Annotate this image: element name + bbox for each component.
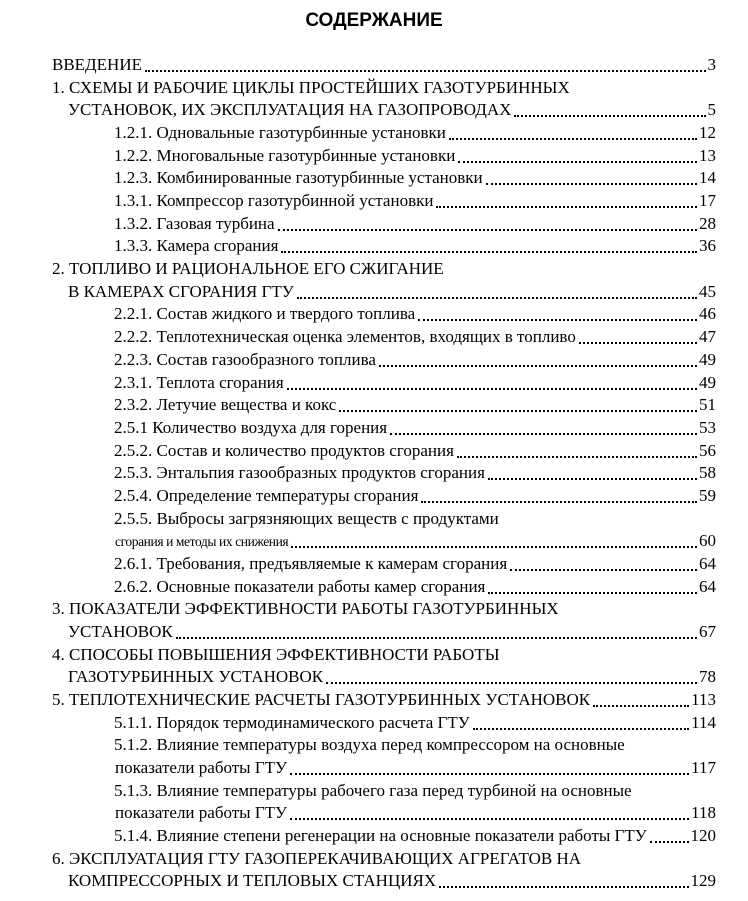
toc-entry-page: 14	[699, 168, 716, 188]
toc-entry-title: 1.2.3. Комбинированные газотурбинные установки	[114, 168, 483, 188]
toc-entry-page: 117	[691, 758, 716, 778]
toc-entry[interactable]	[115, 801, 716, 824]
toc-entry-title: 2.6.2. Основные показатели работы камер сгорания	[114, 576, 486, 596]
toc-entry-title: 5. ТЕПЛОТЕХНИЧЕСКИЕ РАСЧЕТЫ ГАЗОТУРБИННЫХ УСТАНОВОК	[52, 690, 591, 710]
toc-entry-page: 13	[699, 145, 716, 165]
toc-entry-page: 118	[691, 803, 716, 823]
dot-leader	[390, 433, 697, 435]
dot-leader	[281, 251, 697, 253]
toc-entry-page: 129	[690, 871, 716, 891]
dot-leader	[326, 682, 697, 684]
toc-entry[interactable]	[114, 733, 625, 756]
toc-entry-title: 5.1.3. Влияние температуры рабочего газа перед турбиной на основные	[114, 780, 632, 800]
dot-leader	[593, 705, 689, 707]
toc-entry-page: 49	[699, 349, 716, 369]
toc-entry[interactable]	[68, 280, 716, 303]
toc-entry[interactable]	[114, 302, 716, 325]
toc-entry-title: 2.3.1. Теплота сгорания	[114, 372, 284, 392]
toc-entry[interactable]	[114, 824, 716, 847]
dot-leader	[579, 342, 697, 344]
dot-leader	[287, 388, 697, 390]
toc-entry-page: 67	[699, 622, 716, 641]
toc-entry-page: 46	[699, 304, 716, 324]
toc-entry-title: сгорания и методы их снижения	[115, 534, 289, 550]
toc-entry[interactable]	[114, 507, 499, 530]
toc-entry-page: 12	[699, 123, 716, 143]
toc-entry-title: 5.1.4. Влияние степени регенерации на основные показатели работы ГТУ	[114, 826, 647, 846]
toc-entry-title: 2. ТОПЛИВО И РАЦИОНАЛЬНОЕ ЕГО СЖИГАНИЕ	[52, 259, 444, 279]
toc-entry[interactable]	[114, 552, 716, 575]
toc-entry[interactable]	[52, 643, 500, 666]
toc-entry-title: 2.3.2. Летучие вещества и кокс	[114, 395, 337, 415]
toc-entry[interactable]	[114, 416, 716, 439]
toc-entry[interactable]	[114, 371, 716, 394]
dot-leader	[297, 297, 697, 299]
toc-entry[interactable]	[52, 53, 716, 76]
toc-entry[interactable]	[114, 484, 716, 507]
toc-entry[interactable]	[114, 144, 716, 167]
toc-entry-title: 1.2.1. Одновальные газотурбинные установки	[114, 123, 446, 143]
toc-entry-page: 3	[707, 55, 716, 74]
toc-entry-title: 1. СХЕМЫ И РАБОЧИЕ ЦИКЛЫ ПРОСТЕЙШИХ ГАЗОТУРБИННЫХ	[52, 77, 570, 97]
toc-entry[interactable]	[114, 234, 716, 257]
dot-leader	[339, 410, 697, 412]
toc-entry[interactable]	[52, 76, 570, 99]
dot-leader	[457, 456, 697, 458]
dot-leader	[436, 206, 697, 208]
toc-entry-page: 114	[691, 712, 716, 732]
toc-entry[interactable]	[114, 212, 716, 235]
dot-leader	[514, 115, 705, 117]
toc-entry[interactable]	[115, 756, 716, 779]
toc-entry[interactable]	[68, 98, 716, 121]
toc-entry-title: 1.2.2. Многовальные газотурбинные установки	[114, 145, 456, 165]
toc-entry-title: 3. ПОКАЗАТЕЛИ ЭФФЕКТИВНОСТИ РАБОТЫ ГАЗОТУРБИННЫХ	[52, 599, 559, 619]
dot-leader	[458, 161, 697, 163]
toc-entry-title: 2.2.1. Состав жидкого и твердого топлива	[114, 304, 416, 324]
dot-leader	[486, 183, 697, 185]
toc-entry-page: 58	[699, 463, 716, 483]
toc-entry[interactable]	[68, 665, 716, 688]
toc-entry-page: 113	[691, 690, 716, 710]
page-title: СОДЕРЖАНИЕ	[305, 10, 443, 31]
toc-entry-title: 5.1.2. Влияние температуры воздуха перед компрессором на основные	[114, 735, 625, 755]
dot-leader	[291, 546, 697, 548]
toc-entry[interactable]	[114, 439, 716, 462]
toc-entry-title: 2.6.1. Требования, предъявляемые к камерам сгорания	[114, 553, 508, 573]
toc-entry[interactable]	[68, 620, 716, 643]
toc-entry-page: 17	[699, 191, 716, 211]
toc-entry-title: 1.3.1. Компрессор газотурбинной установки	[114, 191, 434, 211]
dot-leader	[418, 319, 697, 321]
toc-entry-page: 56	[699, 440, 716, 460]
dot-leader	[278, 229, 697, 231]
toc-entry-title: УСТАНОВОК, ИХ ЭКСПЛУАТАЦИЯ НА ГАЗОПРОВОДАХ	[68, 100, 512, 120]
toc-entry[interactable]	[52, 847, 581, 870]
toc-entry-title: ГАЗОТУРБИННЫХ УСТАНОВОК	[68, 667, 324, 687]
toc-entry[interactable]	[115, 529, 716, 552]
toc-entry-page: 51	[699, 395, 716, 415]
dot-leader	[439, 886, 688, 888]
dot-leader	[650, 841, 689, 843]
dot-leader	[421, 501, 697, 503]
toc-entry-title: 1.3.3. Камера сгорания	[114, 236, 279, 256]
toc-entry-title: 2.2.2. Теплотехническая оценка элементов, входящих в топливо	[114, 327, 576, 347]
toc-entry-title: 4. СПОСОБЫ ПОВЫШЕНИЯ ЭФФЕКТИВНОСТИ РАБОТЫ	[52, 644, 500, 664]
toc-entry-title: показатели работы ГТУ	[115, 803, 288, 823]
toc-entry-page: 5	[707, 100, 716, 120]
toc-entry-page: 64	[699, 576, 716, 596]
dot-leader	[379, 365, 697, 367]
toc-entry-title: 2.5.1 Количество воздуха для горения	[114, 417, 388, 437]
toc-entry-page: 36	[699, 236, 716, 256]
dot-leader	[488, 478, 697, 480]
toc-entry-title: 2.5.2. Состав и количество продуктов сгорания	[114, 440, 454, 460]
toc-entry[interactable]	[52, 688, 716, 711]
toc-entry-page: 60	[699, 531, 716, 551]
toc-entry[interactable]	[68, 869, 716, 892]
toc-entry[interactable]	[114, 575, 716, 598]
toc-entry[interactable]	[114, 779, 632, 802]
dot-leader	[449, 138, 697, 140]
toc-entry-title: 2.2.3. Состав газообразного топлива	[114, 349, 376, 369]
dot-leader	[473, 728, 689, 730]
toc-entry[interactable]	[114, 121, 716, 144]
toc-entry-title: КОМПРЕССОРНЫХ И ТЕПЛОВЫХ СТАНЦИЯХ	[68, 871, 437, 891]
toc-entry[interactable]	[114, 711, 716, 734]
toc-entry[interactable]	[114, 325, 716, 348]
dot-leader	[510, 569, 697, 571]
toc-entry-title: ВВЕДЕНИЕ	[52, 55, 142, 74]
toc-entry[interactable]	[114, 348, 716, 371]
toc-entry-title: 2.5.4. Определение температуры сгорания	[114, 485, 419, 505]
toc-entry-page: 49	[699, 372, 716, 392]
dot-leader	[290, 818, 689, 820]
toc-entry-title: 1.3.2. Газовая турбина	[114, 213, 275, 233]
toc-entry-page: 47	[699, 327, 716, 347]
dot-leader	[176, 637, 697, 639]
toc-entry-page: 59	[699, 485, 716, 505]
toc-entry-title: 5.1.1. Порядок термодинамического расчета ГТУ	[114, 712, 470, 732]
toc-entry-page: 28	[699, 213, 716, 233]
toc-entry-page: 53	[699, 417, 716, 437]
toc-entry[interactable]	[114, 189, 716, 212]
toc-entry-page: 64	[699, 553, 716, 573]
toc-entry-page: 120	[690, 826, 716, 846]
dot-leader	[488, 592, 697, 594]
toc-entry[interactable]	[114, 166, 716, 189]
toc-entry-title: 2.5.5. Выбросы загрязняющих веществ с продуктами	[114, 508, 499, 528]
toc-entry-title: 2.5.3. Энтальпия газообразных продуктов сгорания	[114, 463, 485, 483]
toc-entry[interactable]	[52, 257, 444, 280]
dot-leader	[290, 773, 689, 775]
toc-entry-title: показатели работы ГТУ	[115, 758, 288, 778]
toc-entry-title: 6. ЭКСПЛУАТАЦИЯ ГТУ ГАЗОПЕРЕКАЧИВАЮЩИХ АГРЕГАТОВ НА	[52, 848, 582, 868]
toc-entry[interactable]	[114, 393, 716, 416]
toc-entry-title: УСТАНОВОК	[68, 622, 173, 641]
toc-entry[interactable]	[114, 461, 716, 484]
toc-entry-page: 78	[699, 667, 716, 687]
dot-leader	[145, 70, 706, 72]
toc-entry-page: 45	[699, 281, 716, 301]
toc-entry[interactable]	[52, 597, 559, 620]
toc-entry-title: В КАМЕРАХ СГОРАНИЯ ГТУ	[68, 281, 294, 301]
